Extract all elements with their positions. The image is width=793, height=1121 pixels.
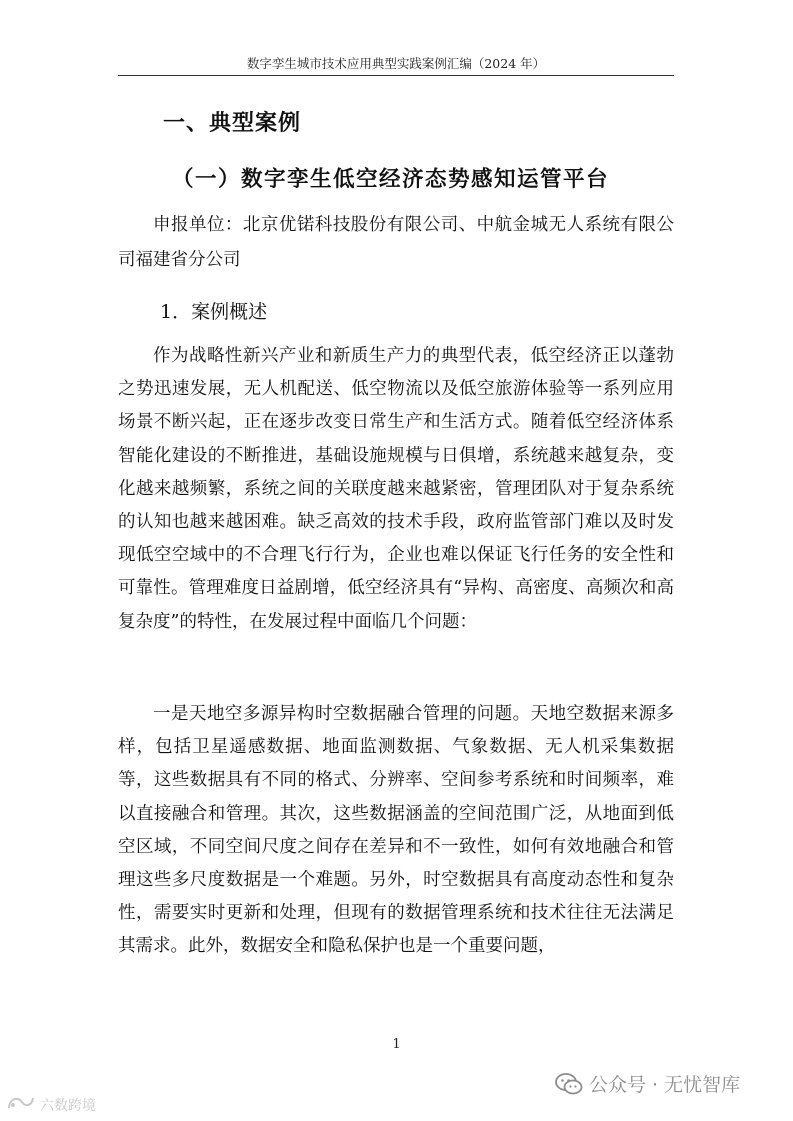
- site-watermark: [6, 1094, 96, 1116]
- header-rule: [118, 75, 674, 76]
- page-number: 1: [392, 1037, 401, 1052]
- wechat-account-name: 公众号 · 无忧智库: [589, 1074, 741, 1096]
- applicant-line: 申报单位：北京优锘科技股份有限公司、中航金城无人系统有限公司福建省分公司: [118, 215, 674, 270]
- paragraph-problem-one: 一是天地空多源异构时空数据融合管理的问题。天地空数据来源多样，包括卫星遥感数据、地面监测数据、气象数据、无人机采集数据等，这些数据具有不同的格式、分辨率、空间参考系统和时间频率，难以直接融合和管理。其次，这些数据涵盖的空间范围广泛，从地面到低空区域，不同空间尺度之间存在差异和不一致性，如何有效地融合和管理这些多尺度数据是一个难题。另外，时空数据具有高度动态性和复杂性，需要实时更新和处理，但现有的数据管理系统和技术往往无法满足其需求。此外，数据安全和隐私保护也是一个重要问题，: [118, 704, 674, 957]
- site-watermark-text: 六数跨境: [40, 1098, 96, 1114]
- paragraph-overview: 作为战略性新兴产业和新质生产力的典型代表，低空经济正以蓬勃之势迅速发展，无人机配送、低空物流以及低空旅游体验等一系列应用场景不断兴起，正在逐步改变日常生产和生活方式。随着低空经济体系智能化建设的不断推进，基础设施规模与日俱增，系统越来越复杂，变化越来越频繁，系统之间的关联度越来越紧密，管理团队对于复杂系统的认知也越来越困难。缺乏高效的技术手段，政府监管部门难以及时发现低空空域中的不合理飞行行为，企业也难以保证飞行任务的安全性和可靠性。管理难度日益剧增，低空经济具有“异构、高密度、高频次和高复杂度”的特性，在发展过程中面临几个问题：: [118, 346, 674, 632]
- site-logo-icon: [6, 1094, 36, 1116]
- section-heading: 一、典型案例: [163, 111, 302, 136]
- subheading-case-overview: 1．案例概述: [160, 301, 268, 323]
- case-title: （一）数字孪生低空经济态势感知运管平台: [172, 167, 610, 192]
- wechat-icon: [555, 1072, 583, 1096]
- running-header: 数字孪生城市技术应用典型实践案例汇编（2024 年）: [246, 56, 546, 71]
- wechat-watermark: [555, 1070, 740, 1097]
